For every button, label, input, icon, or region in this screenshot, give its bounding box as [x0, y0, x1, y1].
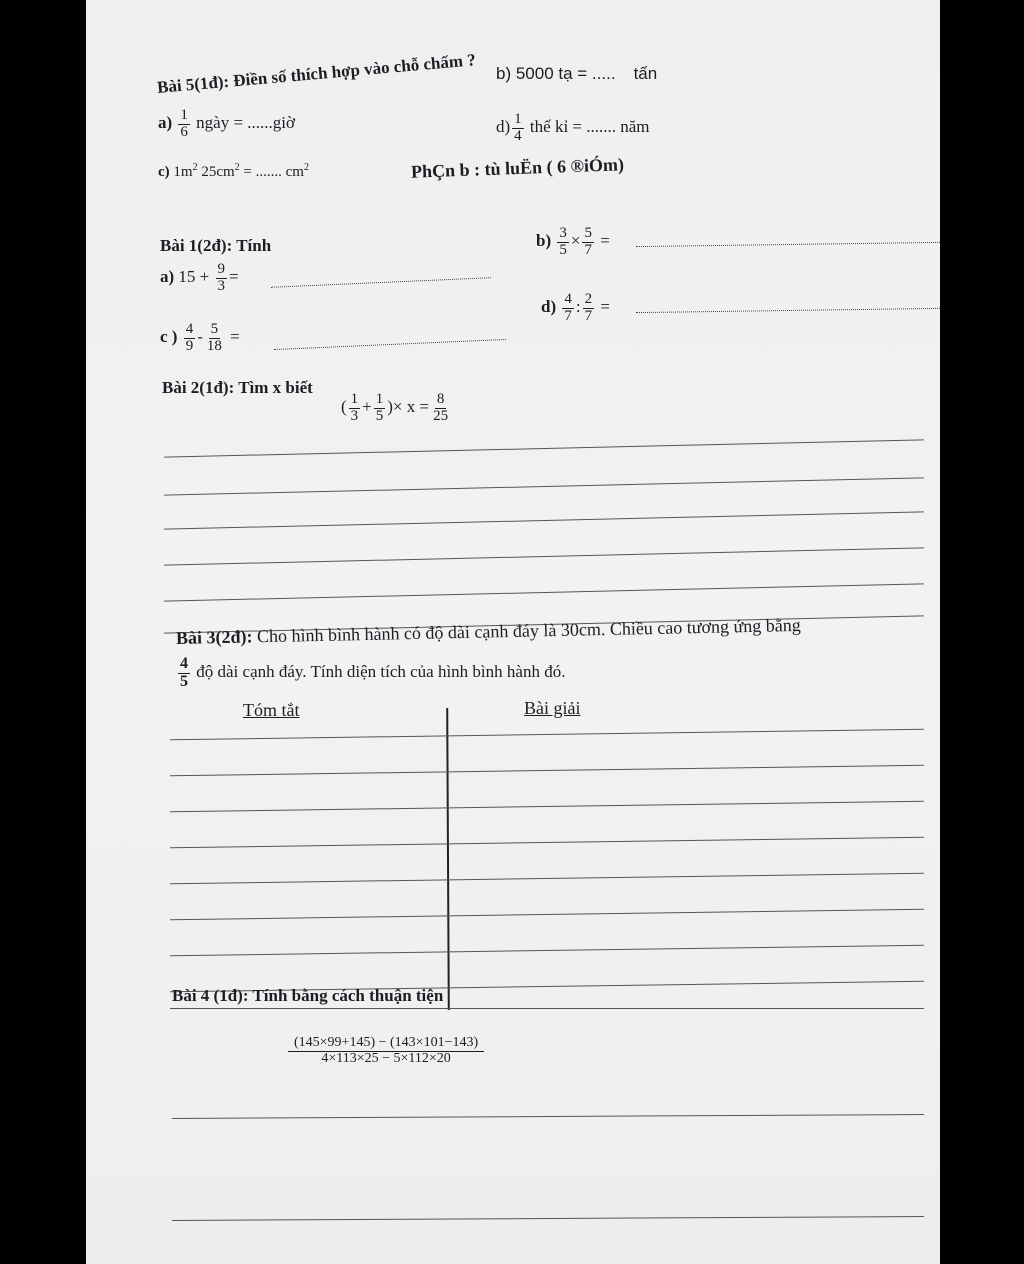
bai2-title: Bài 2(1đ): Tìm x biết [162, 378, 313, 397]
bai2-line-4 [164, 547, 924, 565]
bai2-equation: ( $\frac{1}{3}$ + $\frac{1}{5}$ )× x = $\frac{8}{25}$ [341, 391, 449, 424]
bai1-title: Bài 1(2đ): Tính [160, 236, 272, 255]
bai1-b-answer-line [636, 242, 940, 247]
bai1-a-answer-line [271, 277, 491, 288]
bai3-line-7 [170, 945, 924, 957]
bai5-c: c) $1m^2$ $25cm^2$ = ....... $cm^2$ [158, 162, 309, 180]
bai1-d: d) $\frac{4}{7}$ : $\frac{2}{7}$ = [541, 291, 610, 324]
bai1-d-answer-line [636, 308, 940, 313]
tom-tat-heading: Tóm tắt [243, 700, 300, 720]
worksheet-page [86, 0, 940, 1264]
bai3-line-6 [170, 909, 924, 921]
bai1-c: c ) $\frac{4}{9}$ - $\frac{5}{18}$ = [160, 321, 240, 354]
bai1-c-answer-line [274, 339, 506, 350]
bai2-line-5 [164, 583, 924, 601]
bai5-d: d) $\frac{1}{4}$ thế kỉ = ....... năm [496, 111, 650, 144]
bai4-title: Bài 4 (1đ): Tính bằng cách thuận tiện [172, 986, 444, 1005]
bai1-a: a) 15 + $\frac{9}{3}$ = [160, 261, 239, 294]
bai3-line-3 [170, 801, 924, 813]
bai2-line-1 [164, 439, 924, 457]
bai3-line-5 [170, 873, 924, 885]
bai1-b: b) $\frac{3}{5}$ × $\frac{5}{7}$ = [536, 225, 610, 258]
bai3-title: Bài 3(2đ): Cho hình bình hành có độ dài cạnh đáy là 30cm. Chiều cao tương ứng bằng [175, 614, 801, 648]
bai-giai-heading: Bài giải [524, 698, 581, 718]
phan-b-heading: PhÇn b : tù luËn ( 6 ®iÓm) [410, 154, 625, 182]
bai3-line-2 [170, 765, 924, 777]
bai4-line-2 [172, 1216, 924, 1221]
bai4-expression: $\frac{(145\times 99+145) - (143\times 101-143)}{4\times 113\times 25 - 5\times 112\times 20}$ [286, 1036, 486, 1066]
bai3-line-4 [170, 837, 924, 849]
bai2-line-2 [164, 477, 924, 495]
bai4-title-line [170, 1008, 924, 1009]
bai4-line-1 [172, 1114, 924, 1119]
bai5-a: a) $\frac{1}{6}$ ngày = ......giờ [158, 107, 296, 140]
bai3-divider [446, 708, 450, 1010]
bai3-line-1 [170, 729, 924, 741]
bai3-line2: $\frac{4}{5}$ độ dài cạnh đáy. Tính diện tích của hình bình hành đó. [180, 655, 566, 690]
bai2-line-3 [164, 511, 924, 529]
bai5-b: b) 5000 tạ = ..... tấn [496, 64, 658, 83]
bai5-title: Bài 5(1đ): Điền số thích hợp vào chỗ chấm ? [156, 50, 477, 98]
